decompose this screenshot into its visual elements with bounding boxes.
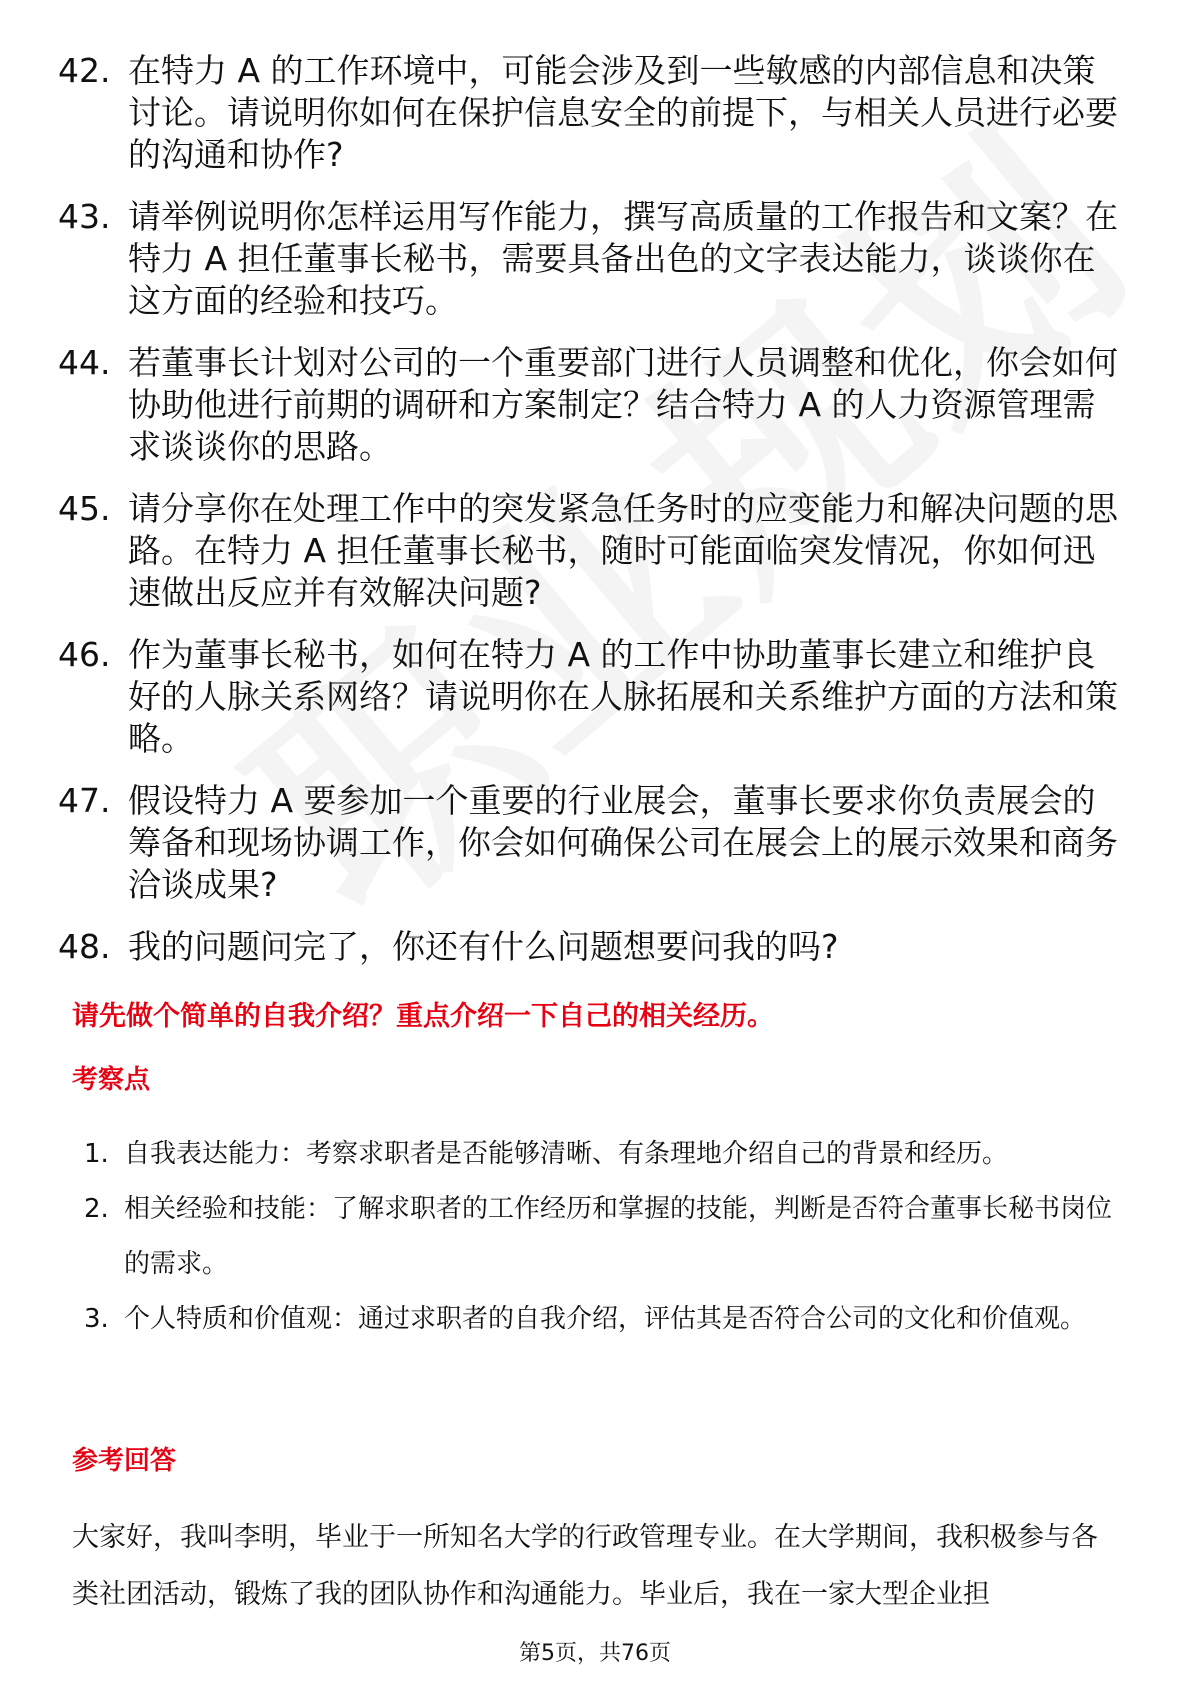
evaluation-point [84, 1182, 1124, 1292]
question-text: 请举例说明你怎样运用写作能力，撰写高质量的工作报告和文案？在特力 A 担任董事长秘书，需要具备出色的文字表达能力，谈谈你在这方面的经验和技巧。 [128, 197, 1118, 320]
evaluation-point [84, 1127, 1124, 1182]
question-text: 请分享你在处理工作中的突发紧急任务时的应变能力和解决问题的思路。在特力 A 担任董事长秘书，随时可能面临突发情况，你如何迅速做出反应并有效解决问题? [128, 489, 1118, 612]
question-item [58, 488, 1118, 614]
question-number: 45. [58, 489, 111, 528]
question-number: 46. [58, 635, 111, 674]
question-item [58, 780, 1118, 906]
evaluation-points-list [84, 1127, 1124, 1347]
reference-answer-heading: 参考回答 [72, 1446, 177, 1476]
question-item [58, 926, 1118, 968]
evaluation-point [84, 1292, 1124, 1347]
question-number: 48. [58, 927, 111, 966]
point-number: 2. [84, 1194, 109, 1224]
page-number-footer: 第5页，共76页 [519, 1641, 671, 1666]
point-text: 自我表达能力：考察求职者是否能够清晰、有条理地介绍自己的背景和经历。 [124, 1139, 1009, 1169]
main-question-heading: 请先做个简单的自我介绍？重点介绍一下自己的相关经历。 [72, 1001, 774, 1032]
question-text: 假设特力 A 要参加一个重要的行业展会，董事长要求你负责展会的筹备和现场协调工作，你会如何确保公司在展会上的展示效果和商务洽谈成果? [128, 781, 1118, 904]
question-item [58, 50, 1118, 176]
point-text: 个人特质和价值观：通过求职者的自我介绍，评估其是否符合公司的文化和价值观。 [124, 1304, 1087, 1334]
question-number: 47. [58, 781, 111, 820]
question-text: 在特力 A 的工作环境中，可能会涉及到一些敏感的内部信息和决策讨论。请说明你如何在保护信息安全的前提下，与相关人员进行必要的沟通和协作? [128, 51, 1118, 174]
question-number: 42. [58, 51, 111, 90]
question-list [58, 50, 1118, 988]
question-text: 若董事长计划对公司的一个重要部门进行人员调整和优化，你会如何协助他进行前期的调研和方案制定？结合特力 A 的人力资源管理需求谈谈你的思路。 [128, 343, 1118, 466]
question-text: 我的问题问完了，你还有什么问题想要问我的吗? [128, 927, 839, 966]
question-text: 作为董事长秘书，如何在特力 A 的工作中协助董事长建立和维护良好的人脉关系网络？请说明你在人脉拓展和关系维护方面的方法和策略。 [128, 635, 1118, 758]
question-number: 44. [58, 343, 111, 382]
question-item [58, 196, 1118, 322]
question-item [58, 634, 1118, 760]
question-item [58, 342, 1118, 468]
point-number: 1. [84, 1139, 109, 1169]
evaluation-points-heading: 考察点 [72, 1065, 151, 1095]
point-number: 3. [84, 1304, 109, 1334]
point-text: 相关经验和技能：了解求职者的工作经历和掌握的技能，判断是否符合董事长秘书岗位的需求。 [124, 1194, 1113, 1279]
reference-answer-text: 大家好，我叫李明，毕业于一所知名大学的行政管理专业。在大学期间，我积极参与各类社团活动，锻炼了我的团队协作和沟通能力。毕业后，我在一家大型企业担 [72, 1522, 1098, 1610]
question-number: 43. [58, 197, 111, 236]
